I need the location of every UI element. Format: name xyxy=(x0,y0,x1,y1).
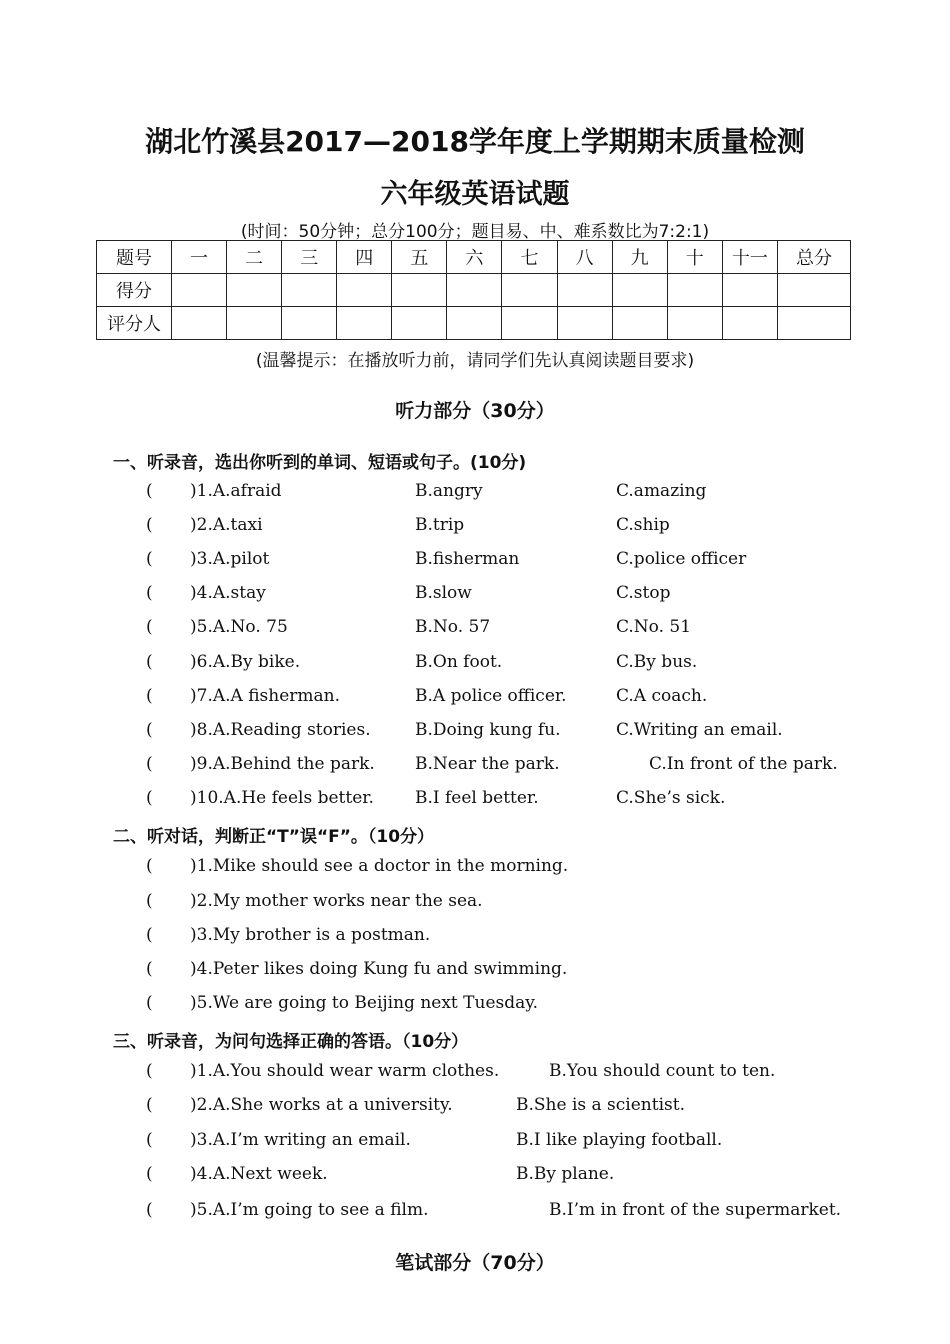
table-cell: 题号 xyxy=(97,241,172,274)
statement-text: )4.Peter likes doing Kung fu and swimming. xyxy=(190,959,568,979)
answer-blank[interactable]: ( xyxy=(146,1200,153,1220)
listening-part-title: 听力部分（30分） xyxy=(395,400,555,422)
option-a: )4.A.Next week. xyxy=(190,1164,328,1184)
reading-tip: (温馨提示：在播放听力前，请同学们先认真阅读题目要求) xyxy=(255,351,695,371)
question-row xyxy=(0,549,950,573)
option-b: B.trip xyxy=(415,515,465,535)
option-b: B.No. 57 xyxy=(415,617,491,637)
question-row xyxy=(0,1095,950,1119)
grader-cell[interactable] xyxy=(722,307,777,340)
table-cell: 得分 xyxy=(97,274,172,307)
option-c: C.ship xyxy=(616,515,670,535)
answer-blank[interactable]: ( xyxy=(146,583,153,603)
section3-heading: 三、听录音，为问句选择正确的答语。（10分） xyxy=(113,1032,469,1052)
grader-cell[interactable] xyxy=(227,307,282,340)
option-b: B.I like playing football. xyxy=(516,1130,723,1150)
score-cell[interactable] xyxy=(557,274,612,307)
option-c: C.A coach. xyxy=(616,686,708,706)
option-c: C.By bus. xyxy=(616,652,698,672)
question-row xyxy=(0,515,950,539)
grader-cell[interactable] xyxy=(612,307,667,340)
answer-blank[interactable]: ( xyxy=(146,788,153,808)
score-cell[interactable] xyxy=(667,274,722,307)
option-b: B.By plane. xyxy=(516,1164,615,1184)
score-cell[interactable] xyxy=(722,274,777,307)
score-cell[interactable] xyxy=(227,274,282,307)
score-cell[interactable] xyxy=(502,274,557,307)
question-row xyxy=(0,891,950,915)
table-cell: 五 xyxy=(392,241,447,274)
table-cell: 四 xyxy=(337,241,392,274)
score-table-row xyxy=(97,274,851,307)
score-cell[interactable] xyxy=(392,274,447,307)
answer-blank[interactable]: ( xyxy=(146,1061,153,1081)
option-a: )9.A.Behind the park. xyxy=(190,754,375,774)
option-b: B.angry xyxy=(415,481,483,501)
score-table-row xyxy=(97,307,851,340)
option-c: C.amazing xyxy=(616,481,707,501)
table-cell: 十一 xyxy=(722,241,777,274)
question-row xyxy=(0,1130,950,1154)
score-table xyxy=(96,240,851,340)
answer-blank[interactable]: ( xyxy=(146,515,153,535)
section1-heading: 一、听录音，选出你听到的单词、短语或句子。(10分) xyxy=(113,453,527,473)
question-row xyxy=(0,583,950,607)
option-b: B.fisherman xyxy=(415,549,520,569)
option-a: )1.A.You should wear warm clothes. xyxy=(190,1061,500,1081)
table-cell: 二 xyxy=(227,241,282,274)
grader-cell[interactable] xyxy=(392,307,447,340)
grader-cell[interactable] xyxy=(337,307,392,340)
table-cell: 一 xyxy=(172,241,227,274)
question-row xyxy=(0,754,950,778)
score-cell[interactable] xyxy=(447,274,502,307)
question-row xyxy=(0,993,950,1017)
option-a: )1.A.afraid xyxy=(190,481,282,501)
option-b: B.On foot. xyxy=(415,652,503,672)
question-row xyxy=(0,1200,950,1224)
option-b: B.slow xyxy=(415,583,472,603)
answer-blank[interactable]: ( xyxy=(146,481,153,501)
score-cell[interactable] xyxy=(282,274,337,307)
option-b: B.She is a scientist. xyxy=(516,1095,685,1115)
grader-cell[interactable] xyxy=(778,307,851,340)
question-row xyxy=(0,959,950,983)
question-row xyxy=(0,788,950,812)
question-row xyxy=(0,652,950,676)
table-cell: 十 xyxy=(667,241,722,274)
question-row xyxy=(0,1164,950,1188)
score-cell[interactable] xyxy=(337,274,392,307)
answer-blank[interactable]: ( xyxy=(146,1164,153,1184)
question-row xyxy=(0,617,950,641)
table-cell: 三 xyxy=(282,241,337,274)
answer-blank[interactable]: ( xyxy=(146,617,153,637)
question-row xyxy=(0,1061,950,1085)
question-row xyxy=(0,925,950,949)
grader-cell[interactable] xyxy=(502,307,557,340)
question-row xyxy=(0,856,950,880)
grader-cell[interactable] xyxy=(667,307,722,340)
score-cell[interactable] xyxy=(172,274,227,307)
option-a: )8.A.Reading stories. xyxy=(190,720,371,740)
option-a: )3.A.I’m writing an email. xyxy=(190,1130,411,1150)
option-b: B.I’m in front of the supermarket. xyxy=(549,1200,842,1220)
option-a: )4.A.stay xyxy=(190,583,266,603)
statement-text: )3.My brother is a postman. xyxy=(190,925,431,945)
option-c: C.stop xyxy=(616,583,671,603)
answer-blank[interactable]: ( xyxy=(146,720,153,740)
option-a: )2.A.taxi xyxy=(190,515,263,535)
option-b: B.You should count to ten. xyxy=(549,1061,776,1081)
grader-cell[interactable] xyxy=(557,307,612,340)
option-c: C.She’s sick. xyxy=(616,788,726,808)
grader-cell[interactable] xyxy=(172,307,227,340)
answer-blank[interactable]: ( xyxy=(146,856,153,876)
option-b: B.A police officer. xyxy=(415,686,567,706)
exam-subject-title: 六年级英语试题 xyxy=(380,179,570,210)
exam-title: 湖北竹溪县2017—2018学年度上学期期末质量检测 xyxy=(145,125,805,158)
option-a: )5.A.No. 75 xyxy=(190,617,288,637)
question-row xyxy=(0,481,950,505)
statement-text: )2.My mother works near the sea. xyxy=(190,891,483,911)
answer-blank[interactable]: ( xyxy=(146,686,153,706)
exam-info: (时间：50分钟；总分100分；题目易、中、难系数比为7:2:1) xyxy=(240,222,710,242)
written-part-title: 笔试部分（70分） xyxy=(395,1252,555,1274)
table-cell: 八 xyxy=(557,241,612,274)
answer-blank[interactable]: ( xyxy=(146,959,153,979)
table-cell: 总分 xyxy=(778,241,851,274)
statement-text: )1.Mike should see a doctor in the morning. xyxy=(190,856,569,876)
answer-blank[interactable]: ( xyxy=(146,652,153,672)
option-a: )2.A.She works at a university. xyxy=(190,1095,453,1115)
answer-blank[interactable]: ( xyxy=(146,993,153,1013)
table-cell: 九 xyxy=(612,241,667,274)
score-table-row xyxy=(97,241,851,274)
section2-heading: 二、听对话，判断正“T”误“F”。（10分） xyxy=(113,827,435,847)
score-cell[interactable] xyxy=(778,274,851,307)
answer-blank[interactable]: ( xyxy=(146,925,153,945)
option-c: C.No. 51 xyxy=(616,617,692,637)
grader-cell[interactable] xyxy=(282,307,337,340)
option-a: )5.A.I’m going to see a film. xyxy=(190,1200,429,1220)
grader-cell[interactable] xyxy=(447,307,502,340)
score-cell[interactable] xyxy=(612,274,667,307)
answer-blank[interactable]: ( xyxy=(146,549,153,569)
option-b: B.I feel better. xyxy=(415,788,539,808)
option-a: )7.A.A fisherman. xyxy=(190,686,341,706)
option-a: )10.A.He feels better. xyxy=(190,788,374,808)
question-row xyxy=(0,720,950,744)
statement-text: )5.We are going to Beijing next Tuesday. xyxy=(190,993,538,1013)
option-a: )3.A.pilot xyxy=(190,549,270,569)
answer-blank[interactable]: ( xyxy=(146,754,153,774)
table-cell: 六 xyxy=(447,241,502,274)
option-b: B.Near the park. xyxy=(415,754,560,774)
option-c: C.In front of the park. xyxy=(649,754,838,774)
option-b: B.Doing kung fu. xyxy=(415,720,561,740)
table-cell: 七 xyxy=(502,241,557,274)
question-row xyxy=(0,686,950,710)
option-c: C.police officer xyxy=(616,549,747,569)
option-a: )6.A.By bike. xyxy=(190,652,301,672)
table-cell: 评分人 xyxy=(97,307,172,340)
answer-blank[interactable]: ( xyxy=(146,1130,153,1150)
option-c: C.Writing an email. xyxy=(616,720,783,740)
answer-blank[interactable]: ( xyxy=(146,1095,153,1115)
answer-blank[interactable]: ( xyxy=(146,891,153,911)
